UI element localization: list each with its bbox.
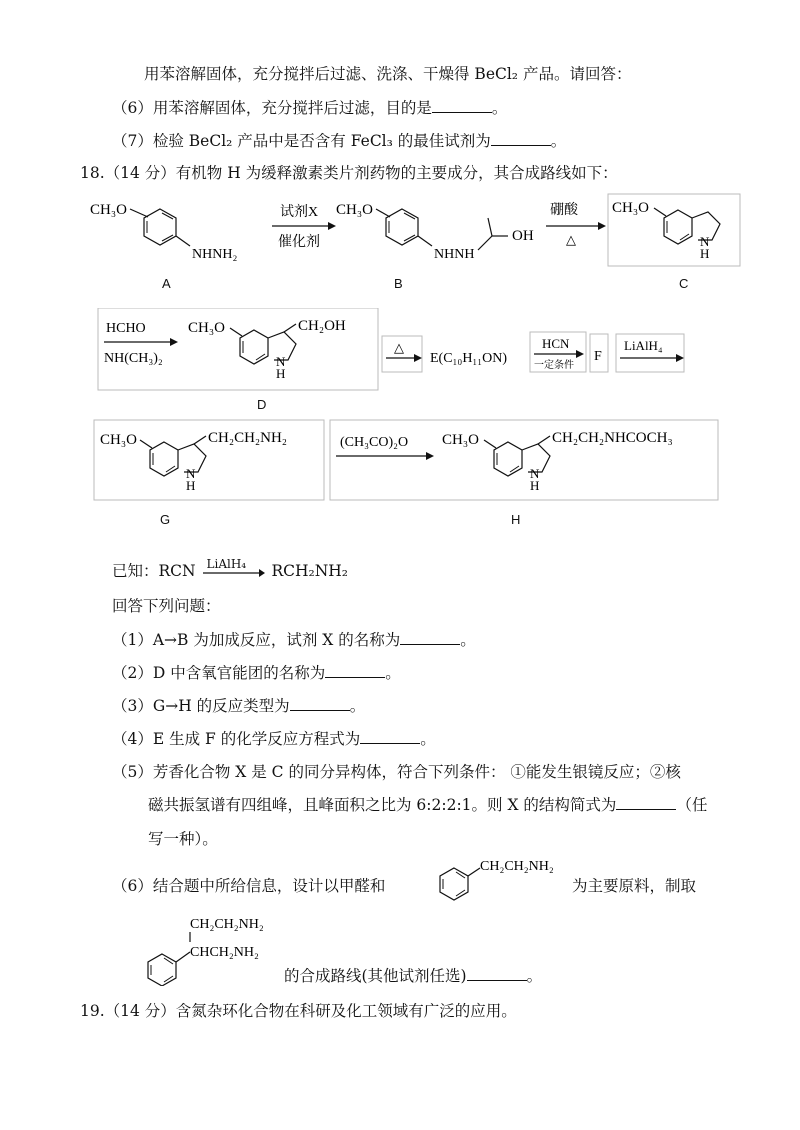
answer-blank[interactable] — [360, 729, 420, 744]
q17-sub6 — [112, 98, 507, 118]
oh-text: OH — [512, 228, 534, 244]
indoline-ring-icon — [240, 330, 296, 364]
ch2oh-text: CH₂OH — [298, 318, 346, 334]
period: 。 — [420, 730, 436, 748]
answer-blank[interactable] — [432, 98, 492, 113]
target-structure — [142, 910, 292, 986]
period: 。 — [385, 664, 401, 682]
answer-blank[interactable] — [491, 131, 551, 146]
nh-text: N — [700, 234, 710, 249]
svg-text:N: N — [186, 466, 196, 481]
svg-text:H: H — [186, 478, 196, 493]
label-B: B — [394, 276, 403, 291]
reagent-hcho: HCHO — [106, 321, 146, 336]
period: 。 — [460, 631, 476, 649]
heat-symbol: △ — [394, 340, 404, 355]
svg-text:N: N — [276, 354, 286, 369]
q18-sub3-text: （3）G→H 的反应类型为 — [112, 697, 290, 715]
q18-sub1 — [112, 630, 476, 650]
period: 。 — [526, 967, 543, 985]
ch2ch2nh2-text: CH₂CH₂NH₂ — [208, 430, 288, 446]
label-C: C — [679, 276, 689, 291]
benzene-ring-icon — [386, 209, 418, 245]
chch2nh2-text: CHCH₂NH₂ — [190, 945, 259, 960]
q19-header: 19.（14 分）含氮杂环化合物在科研及化工领域有广泛的应用。 — [80, 1002, 517, 1020]
ch3o-text: CH₃O — [442, 432, 479, 448]
benzene-ring-icon — [440, 868, 468, 900]
indoline-ring-icon — [664, 210, 720, 244]
reagent-nhme2: NH(CH₃)₂ — [104, 351, 163, 366]
ch3o-text: CH₃O — [188, 320, 225, 336]
q18-sub1-text: （1）A→B 为加成反应，试剂 X 的名称为 — [112, 631, 401, 649]
reagent-hcn: HCN — [542, 336, 570, 351]
f-text: F — [594, 349, 602, 364]
reagent-x: 试剂X — [280, 205, 319, 220]
q18-sub6-line2 — [284, 966, 542, 986]
ch3o-text: CH₃O — [90, 202, 127, 218]
period: 。 — [550, 132, 567, 150]
answer-blank[interactable] — [616, 795, 676, 810]
q18-sub5-text: 磁共振氢谱有四组峰，且峰面积之比为 6:2:2:1。则 X 的结构简式为 — [148, 796, 617, 814]
answer-blank[interactable] — [290, 696, 350, 711]
reagent-boric-acid: 硼酸 — [550, 203, 578, 218]
known-reaction — [112, 557, 349, 582]
period: 。 — [349, 697, 366, 715]
reagent-lialh4: LiAlH₄ — [624, 338, 663, 353]
benzene-ring-icon — [144, 209, 176, 245]
answer-blank[interactable] — [467, 966, 527, 981]
q18-sub4-text: （4）E 生成 F 的化学反应方程式为 — [112, 730, 361, 748]
q17-sub7-text: （7）检验 BeCl₂ 产品中是否含有 FeCl₃ 的最佳试剂为 — [112, 132, 491, 150]
q18-sub4 — [112, 729, 436, 749]
q18-sub2-text: （2）D 中含氧官能团的名称为 — [112, 664, 326, 682]
answer-blank[interactable] — [325, 663, 385, 678]
q18-sub3 — [112, 696, 365, 716]
q18-sub2 — [112, 663, 401, 683]
answer-blank[interactable] — [400, 630, 460, 645]
e-formula: E(C₁₀H₁₁ON) — [430, 351, 508, 366]
indoline-ring-icon — [150, 442, 206, 476]
ch3o-text: CH₃O — [100, 432, 137, 448]
label-G: G — [160, 512, 171, 527]
label-D: D — [257, 397, 267, 412]
svg-text:N: N — [530, 466, 540, 481]
reagent-ac2o: (CH₃CO)₂O — [340, 435, 409, 450]
scheme-row-3 — [92, 418, 722, 504]
q18-sub6-line1-tail: 为主要原料，制取 — [572, 877, 697, 895]
reagent-condition: 一定条件 — [534, 360, 574, 371]
reagent-catalyst: 催化剂 — [278, 235, 320, 250]
ch3o-text: CH₃O — [336, 202, 373, 218]
heat-symbol: △ — [566, 232, 576, 247]
ch2ch2nh2-text: CH₂CH₂NH₂ — [190, 917, 264, 932]
known-prefix: 已知：RCN — [112, 562, 196, 580]
reagent-lialh4: LiAlH₄ — [206, 557, 247, 571]
ch2ch2nhcoch3-text: CH₂CH₂NHCOCH₃ — [552, 430, 673, 446]
scheme-row-1 — [84, 192, 744, 272]
phenethylamine-structure — [434, 854, 568, 904]
label-H: H — [511, 512, 521, 527]
label-A: A — [162, 276, 171, 291]
benzene-ring-icon — [148, 954, 176, 986]
answer-intro: 回答下列问题： — [112, 597, 221, 615]
scheme-row-2 — [96, 308, 696, 392]
q17-intro: 用苯溶解固体，充分搅拌后过滤、洗涤、干燥得 BeCl₂ 产品。请回答： — [144, 65, 632, 83]
svg-text:H: H — [276, 366, 286, 381]
period: 。 — [491, 99, 508, 117]
q18-sub6-text: 的合成路线(其他试剂任选) — [284, 967, 467, 985]
q18-header: 18.（14 分）有机物 H 为缓释激素类片剂药物的主要成分，其合成路线如下： — [80, 164, 618, 182]
q18-sub5-line3: 写一种）。 — [148, 830, 218, 848]
q17-sub6-text: （6）用苯溶解固体，充分搅拌后过滤，目的是 — [112, 99, 432, 117]
ch2ch2nh2-text: CH₂CH₂NH₂ — [480, 859, 554, 874]
nhnh-text: NHNH — [434, 247, 475, 262]
q18-sub5-tail: （任 — [676, 796, 708, 814]
nhnh2-text: NHNH₂ — [192, 247, 238, 262]
ch3o-text: CH₃O — [612, 200, 649, 216]
q18-sub5-line2 — [148, 795, 707, 815]
svg-text:H: H — [700, 246, 710, 261]
indoline-ring-icon — [494, 442, 550, 476]
known-product: RCH₂NH₂ — [271, 562, 349, 580]
q18-sub5-line1: （5）芳香化合物 X 是 C 的同分异构体，符合下列条件： ①能发生银镜反应；②核 — [112, 763, 681, 781]
q18-sub6-line1: （6）结合题中所给信息，设计以甲醛和 — [112, 877, 386, 895]
q17-sub7 — [112, 131, 566, 151]
svg-text:H: H — [530, 478, 540, 493]
known-arrow — [201, 557, 267, 582]
